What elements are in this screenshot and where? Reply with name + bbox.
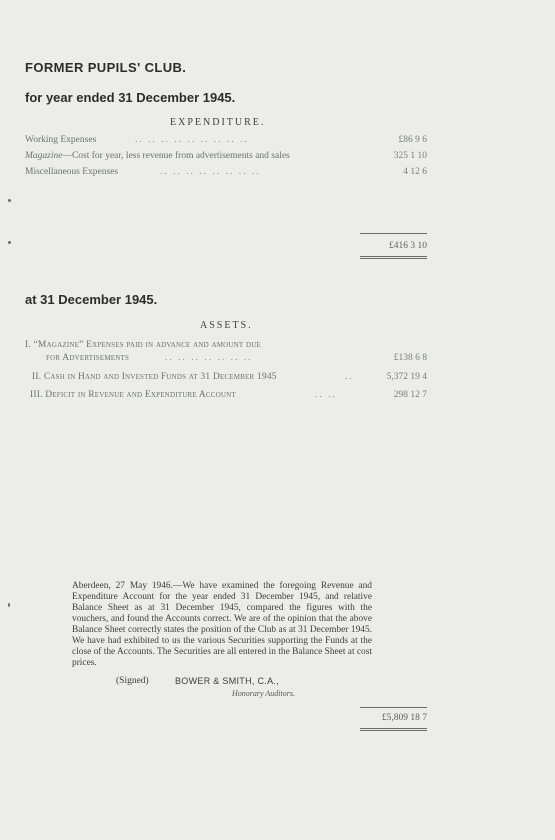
expenditure-heading: EXPENDITURE. (170, 117, 266, 128)
asset-row (25, 372, 427, 386)
double-rule (360, 728, 427, 731)
leader-dots: .. .. .. .. .. .. .. (165, 353, 253, 363)
asset-amount: 298 12 7 (393, 390, 427, 400)
expenditure-label: Working Expenses (25, 135, 97, 145)
club-title: FORMER PUPILS' CLUB. (25, 60, 187, 75)
magazine-description: —Cost for year, less revenue from advertisements and sales (62, 151, 290, 161)
expenditure-total: £416 3 10 (389, 241, 427, 251)
balance-heading: at 31 December 1945. (25, 292, 158, 307)
expenditure-label: Miscellaneous Expenses (25, 167, 119, 177)
leader-dots: .. (345, 372, 354, 382)
leader-dots: .. .. (315, 390, 337, 400)
expenditure-amount: 4 12 6 (403, 167, 427, 177)
total-rule (360, 707, 427, 708)
period-heading: for year ended 31 December 1945. (25, 90, 236, 105)
auditor-statement: Aberdeen, 27 May 1946.—We have examined the foregoing Revenue and Expenditure Account for the year ended 31 December 1945, and relative Balance Sheet as at 31 December 1945, compared the figures with the vouchers, and found the Accounts correct. We are of the opinion that the above Balance Sheet correctly states the position of the Club as at 31 December 1945. We have had exhibited to us the various Securities supporting the Funds at the close of the Accounts. The Securities are all entered in the Balance Sheet at cost prices. (72, 581, 372, 668)
signed-label: (Signed) (116, 676, 149, 686)
asset-label: for Advertisements (46, 353, 130, 363)
asset-label: I. “Magazine” Expenses paid in advance and amount due (25, 340, 261, 350)
expenditure-label (25, 151, 290, 161)
expenditure-row (25, 167, 427, 181)
asset-amount: 5,372 19 4 (386, 372, 427, 382)
asset-row (25, 390, 427, 404)
auditor-role: Honorary Auditors. (232, 689, 295, 698)
asset-amount: £138 6 8 (393, 353, 427, 363)
asset-label: III. Deficit in Revenue and Expenditure Account (30, 390, 236, 400)
expenditure-amount: 325 1 10 (393, 151, 427, 161)
assets-heading: ASSETS. (200, 320, 253, 331)
leader-dots: .. .. .. .. .. .. .. .. .. (135, 135, 249, 145)
expenditure-row (25, 135, 427, 149)
double-rule (360, 256, 427, 259)
scan-speck (8, 603, 10, 607)
scan-speck (8, 199, 11, 202)
asset-row (25, 340, 427, 354)
expenditure-row (25, 151, 427, 165)
leader-dots: .. .. .. .. .. .. .. .. (160, 167, 261, 177)
expenditure-amount: £86 9 6 (398, 135, 427, 145)
auditor-signatory: BOWER & SMITH, C.A., (175, 676, 280, 686)
magazine-italic: Magazine (25, 151, 63, 161)
asset-label: II. Cash in Hand and Invested Funds at 31 December 1945 (32, 372, 277, 382)
asset-row (25, 353, 427, 367)
scan-speck (8, 241, 11, 244)
total-rule (360, 233, 427, 234)
assets-total: £5,809 18 7 (381, 713, 427, 723)
